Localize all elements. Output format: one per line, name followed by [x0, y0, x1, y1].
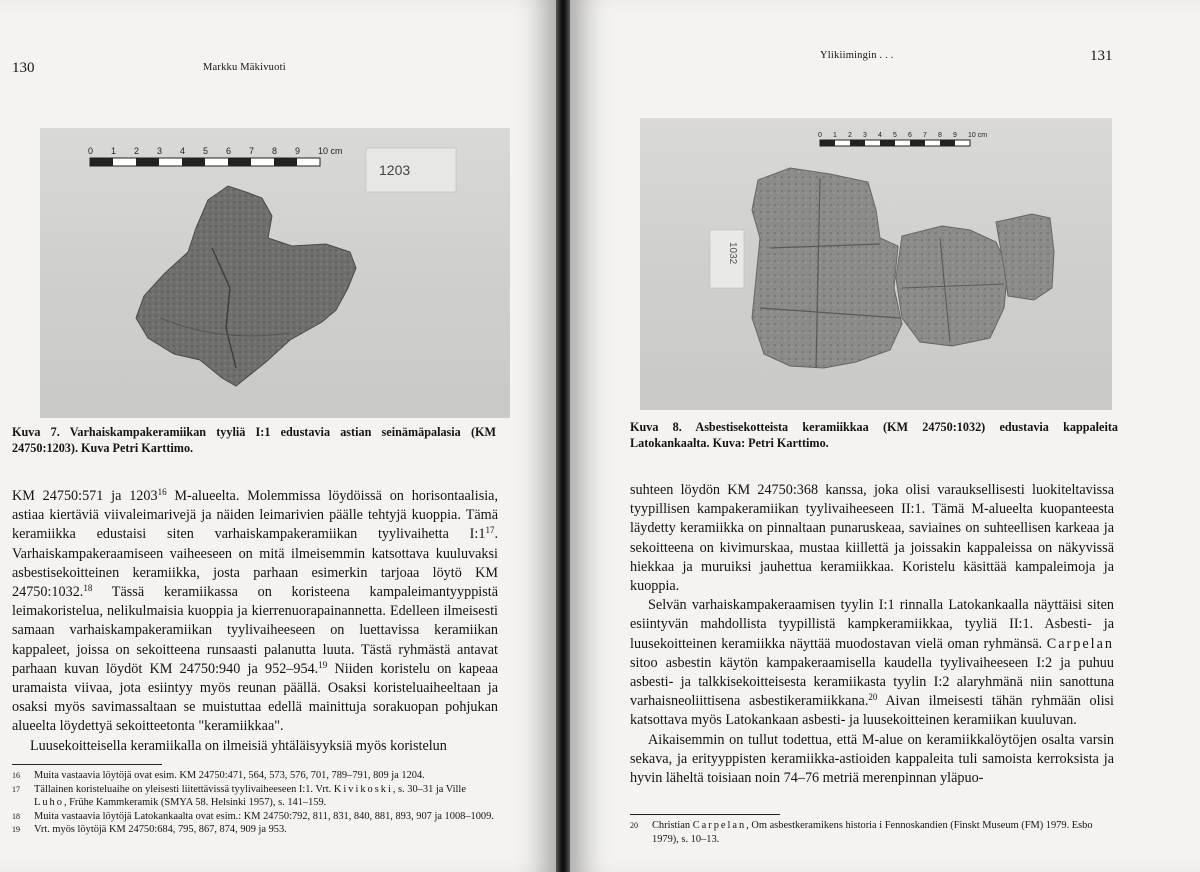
footnote-ref: 17: [485, 525, 495, 536]
text-run: Aivan ilmeisesti tähän ryhmään olisi katsottava myös Latokankaan asbesti- ja luusekoitteinen keramiikan kuuluvan.: [630, 693, 1114, 729]
author-name: Kivikoski: [333, 783, 393, 795]
scale-tick-label: 3: [863, 132, 867, 139]
footnote-ref: 18: [83, 583, 93, 594]
left-page: [0, 0, 556, 872]
scale-tick-label: 6: [908, 132, 912, 139]
scale-tick-label: 2: [134, 146, 140, 156]
scale-bar: [820, 140, 970, 146]
paragraph: [12, 487, 498, 737]
scale-tick-label: 1: [111, 146, 117, 156]
text-run: , s. 30–31 ja Ville: [392, 783, 466, 795]
footnote-text: [34, 783, 498, 810]
page-number-left: 130: [12, 60, 35, 76]
page-number-right: 131: [1090, 48, 1113, 64]
paragraph: [12, 737, 498, 756]
scale-tick-label: 9: [295, 146, 301, 156]
scale-tick-label: 8: [938, 132, 942, 139]
footnote: [12, 823, 498, 837]
footnote-rule-left: [12, 764, 162, 765]
figure-8-photo: [640, 118, 1112, 410]
text-run: Luusekoitteisella keramiikalla on ilmeisiä yhtäläisyyksiä myös koristelun: [30, 737, 447, 754]
footnote-number: 19: [12, 825, 20, 835]
figure-7-caption: Kuva 7. Varhaiskampakeramiikan tyyliä I:1 edustavia astian seinämäpalasia (KM 24750:1203). Kuva Petri Karttimo.: [12, 425, 496, 455]
footnote-ref: 19: [318, 659, 328, 670]
footnote-text: Vrt. myös löytöjä KM 24750:684, 795, 867, 874, 909 ja 953.: [34, 824, 287, 836]
scale-tick-label: 5: [893, 132, 897, 139]
footnote-ref: 16: [157, 487, 167, 497]
footnote: [12, 769, 498, 783]
footnote: [12, 783, 498, 810]
scale-tick-label: 7: [923, 132, 927, 139]
footnote: [630, 819, 1114, 846]
text-run: suhteen löydön KM 24750:368 kanssa, joka olisi varauksellisesti luokiteltavissa tyypillisen kampakeramiikan tyylivaiheeseen II:1. Tämä M-alueelta kuopanteesta läydetty keramiikka on pinnaltaan punaruskeaa, saviaines on suhteellisen karkeaa ja sekoitteena on kivimurskaa, mustaa kiillettä ja joissakin kappaleissa on näkyvissä hiekkaa ja muruiksi jauhettua keramiikkaa. Koristelu käsittää kampaleimoja ja kuoppia.: [630, 482, 1114, 595]
left-footnotes: [12, 769, 498, 837]
paragraph: [630, 481, 1114, 596]
scale-tick-label: 6: [226, 146, 232, 156]
scale-tick-label: 10 cm: [318, 146, 343, 156]
author-name: Carpelan: [692, 820, 747, 831]
scale-tick-label: 0: [818, 132, 822, 139]
scale-tick-label: 9: [953, 132, 957, 139]
running-head-left: Markku Mäkivuoti: [203, 62, 286, 73]
right-page: [570, 0, 1200, 872]
paragraph: [630, 731, 1114, 789]
right-footnotes: [630, 819, 1114, 846]
figure-7-photo: [40, 128, 510, 418]
book-gutter: [556, 0, 570, 872]
footnote-text: [652, 819, 1114, 846]
scale-tick-label: 1: [833, 132, 837, 139]
specimen-label: 1203: [379, 162, 411, 178]
footnote-number: 18: [12, 811, 20, 821]
text-run: Niiden koristelu on kapeaa uramaista viivaa, jota esiintyy myös reunan päällä. Osaksi koristeluaiheeltaan ja osaksi myös savimassaltaan se muistuttaa edellä mainittuja sorakuopan pohjukan alueelta löydettyä sekoitteetonta "keramiikkaa".: [12, 660, 498, 735]
text-run: sitoo asbestin käytön kampakeraamisella kaudella tyylivaiheeseen I:2 ja puhuu asbesti- ja talkkisekoitteisesta keramiikasta tyylin I:2 alaryhmänä niin sanottuna varhaisneoliittisena asbestikeramiikkana.: [630, 654, 1114, 710]
text-run: Christian: [652, 820, 693, 831]
scale-tick-label: 2: [848, 132, 852, 139]
footnote-number: 20: [630, 821, 638, 830]
author-name: Carpelan: [1046, 635, 1114, 652]
sherd-fragment-large: [752, 168, 902, 368]
scale-tick-label: 8: [272, 146, 278, 156]
scale-tick-label: 10 cm: [968, 132, 988, 139]
footnote-number: 17: [12, 784, 20, 794]
text-run: KM 24750:571 ja 1203: [12, 488, 158, 504]
right-body-text: [630, 481, 1114, 788]
text-run: Tässä keramiikassa on koristeena kampaleimantyyppistä leimakoristelua, nelikulmaisia kuoppia ja kierrenuorapainannetta. Edelleen ilmeisesti samaan varhaiskampakeramiikan tyylivaiheeseen on luettavissa keramiikan kappaleet, joissa on sekoitteena runsaasti palanutta luuta. Tästä ryhmästä antavat parhaan kuvan löydöt KM 24750:940 ja 952–954.: [12, 584, 498, 677]
paragraph: [630, 596, 1114, 730]
specimen-label: 1032: [727, 242, 738, 265]
author-name: Luho: [34, 797, 64, 809]
text-run: M-alueelta. Molemmissa löydöissä on horisontaalisia, astiaa kiertäviä viivaleimarivejä ja näiden leimarivien päälle tehtyjä kuoppia. Tämä keramiikka edustaisi siten varhaiskampakeramiikan tyylivaihetta I:1: [12, 488, 498, 543]
running-head-right: Ylikiimingin . . .: [820, 50, 894, 61]
sherd-fragment: [136, 186, 356, 386]
figure-8-caption: Kuva 8. Asbestisekotteista keramiikkaa (KM 24750:1032) edustavia kappaleita Latokankaalta. Kuva: Petri Karttimo.: [630, 420, 1118, 450]
footnote-text: Muita vastaavia löytöjä ovat esim. KM 24750:471, 564, 573, 576, 701, 789–791, 809 ja 1204.: [34, 770, 425, 781]
scale-bar: [90, 158, 320, 166]
footnote-ref: 20: [868, 692, 878, 703]
scale-tick-label: 7: [249, 146, 255, 156]
scale-tick-label: 3: [157, 146, 163, 156]
footnote-number: 16: [12, 771, 20, 780]
text-run: . Varhaiskampakeraamiseen vaiheeseen on mitä ilmeisemmin katsottava kuuluvaksi asbestisekoitteinen keramiikka, josta parhaan esimerkin tarjoaa löytö KM 24750:1032.: [12, 526, 498, 601]
left-body-text: [12, 487, 498, 756]
text-run: Aikaisemmin on tullut todettua, että M-alue on keramiikkalöytöjen osalta varsin sekava, ja erityyppisten keramiikka-astioiden kappaleita tuli samoista kerroksista ja hyvin läheltä toisiaan noin 74–76 metriä merenpinnan yläpuo-: [630, 731, 1114, 787]
footnote: [12, 810, 498, 824]
text-run: Tällainen koristeluaihe on yleisesti liitettävissä tyylivaiheeseen I:1. Vrt.: [34, 783, 334, 795]
text-run: , Frühe Kammkeramik (SMYA 58. Helsinki 1957), s. 141–159.: [63, 797, 327, 809]
scale-tick-label: 4: [878, 132, 882, 139]
footnote-text: Muita vastaavia löytöjä Latokankaalta ovat esim.: KM 24750:792, 811, 831, 840, 881, 893, 907 ja 1008–1009.: [34, 810, 494, 822]
text-run: , Om asbestkeramikens historia i Fennoskandien (Finskt Museum (FM) 1979. Esbo 1979), s. 10–13.: [652, 820, 1093, 845]
scale-tick-label: 0: [88, 146, 94, 156]
scale-tick-label: 5: [203, 146, 209, 156]
text-run: Selvän varhaiskampakeraamisen tyylin I:1 rinnalla Latokankaalla näyttäisi siten esiintyvän mahdollista tyypillistä kampkeramiikkaa, tyyliä II:1. Asbesti- ja luusekoitteinen keramiikka näyttää muodostavan vielä oman ryhmänsä.: [630, 597, 1114, 652]
scale-tick-label: 4: [180, 146, 186, 156]
footnote-rule-right: [630, 814, 780, 815]
